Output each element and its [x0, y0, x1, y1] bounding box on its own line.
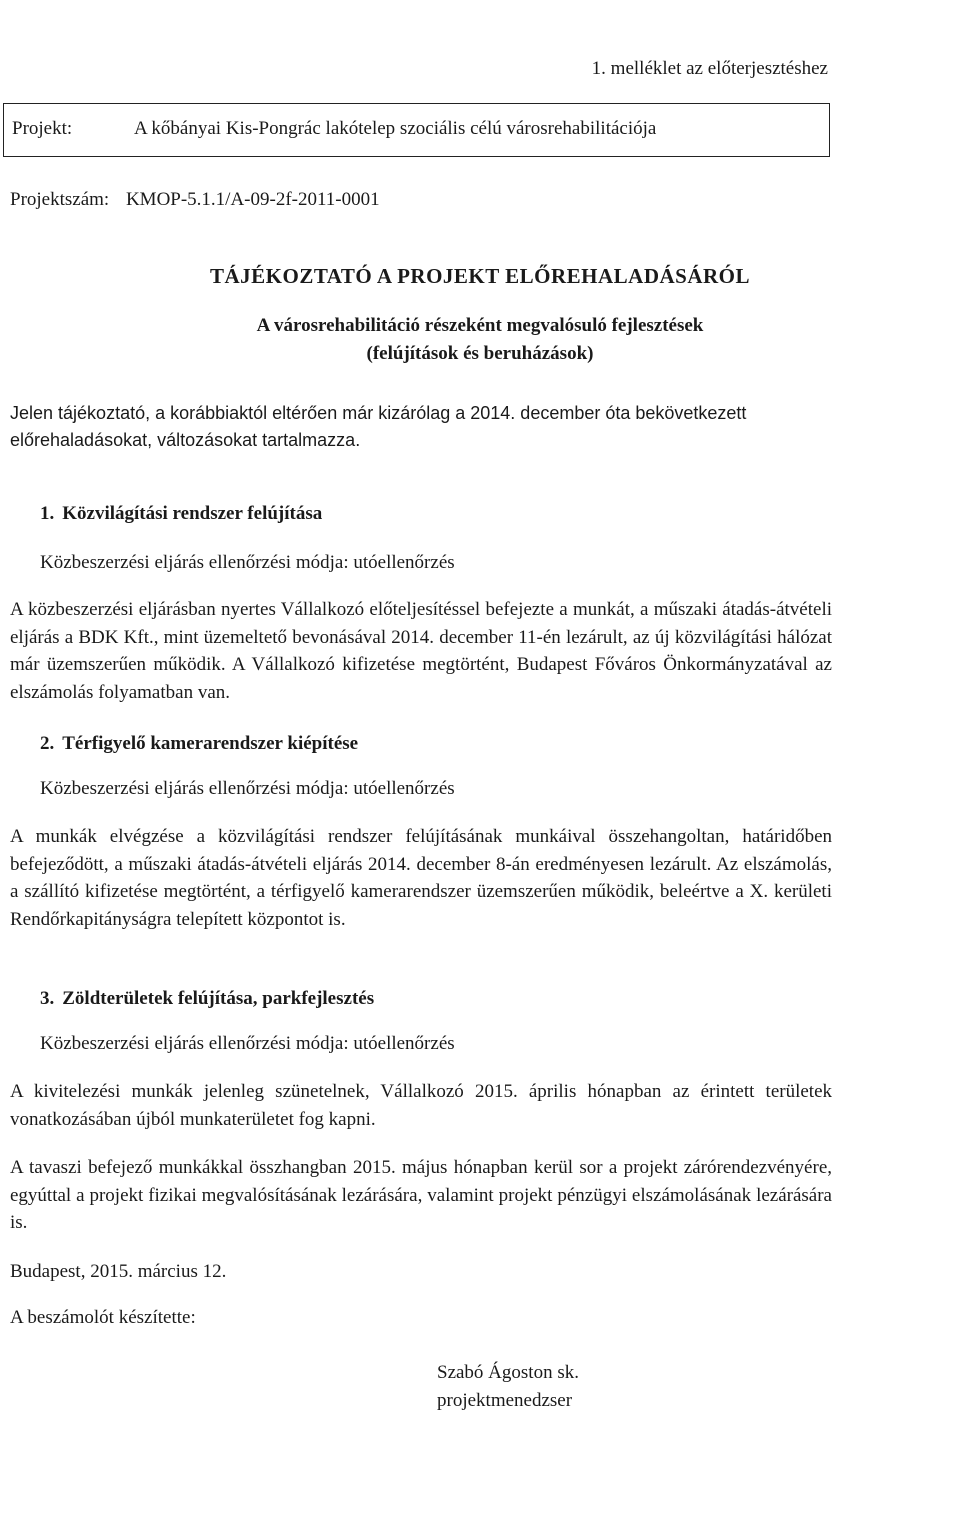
project-box: [3, 103, 830, 157]
intro-paragraph: Jelen tájékoztató, a korábbiaktól eltérően már kizárólag a 2014. december óta bekövetkezett előrehaladásokat, változásokat tartalmazza.: [10, 403, 747, 450]
project-number-line: [10, 189, 380, 211]
section-title: Zöldterületek felújítása, parkfejlesztés: [62, 988, 375, 1009]
section-2-procedure: Közbeszerzési eljárás ellenőrzési módja: utóellenőrzés: [40, 778, 455, 799]
section-number: 2.: [40, 733, 55, 754]
project-number-value: KMOP-5.1.1/A-09-2f-2011-0001: [125, 189, 380, 210]
section-3-paragraph-1: A kivitelezési munkák jelenleg szünetelnek, Vállalkozó 2015. április hónapban az érintett területek vonatkozásában újból munkaterületet fog kapni.: [10, 1081, 832, 1130]
section-1-paragraph: A közbeszerzési eljárásban nyertes Vállalkozó előteljesítéssel befejezte a munkát, a műszaki átadás-átvételi eljárás a BDK Kft., mint üzemeltető bevonásával 2014. december 11-én lezárult, az új közvilágítási hálózat már üzemszerűen működik. A Vállalkozó kifizetése megtörtént, Budapest Főváros Önkormányzatával az elszámolás folyamatban van.: [10, 599, 832, 703]
section-title: Térfigyelő kamerarendszer kiépítése: [62, 733, 359, 754]
annex-note: 1. melléklet az előterjesztéshez: [591, 58, 828, 79]
project-label: Projekt:: [12, 118, 73, 139]
section-3-heading: [40, 988, 374, 1010]
document-title: TÁJÉKOZTATÓ A PROJEKT ELŐREHALADÁSÁRÓL: [209, 264, 751, 288]
section-number: 1.: [40, 503, 55, 524]
section-number: 3.: [40, 988, 55, 1009]
prepared-by-label: A beszámolót készítette:: [10, 1307, 196, 1328]
place-date: Budapest, 2015. március 12.: [10, 1261, 227, 1282]
section-title: Közvilágítási rendszer felújítása: [62, 503, 323, 524]
document-subtitle-line2: (felújítások és beruházások): [366, 343, 594, 364]
document-subtitle-line1: A városrehabilitáció részeként megvalósuló fejlesztések: [256, 315, 704, 336]
section-1-procedure: Közbeszerzési eljárás ellenőrzési módja: utóellenőrzés: [40, 552, 455, 573]
project-title: A kőbányai Kis-Pongrác lakótelep szociális célú városrehabilitációja: [134, 118, 657, 139]
signatory-name: Szabó Ágoston sk.: [437, 1362, 579, 1383]
section-3-procedure: Közbeszerzési eljárás ellenőrzési módja: utóellenőrzés: [40, 1033, 455, 1054]
section-2-paragraph: A munkák elvégzése a közvilágítási rendszer felújításának munkáival összehangoltan, határidőben befejeződött, a műszaki átadás-átvételi eljárás 2014. december 8-án eredményesen lezárult. Az elszámolás, a szállító kifizetése megtörtént, a térfigyelő kamerarendszer üzemszerűen működik, beleértve a X. kerületi Rendőrkapitányságra telepített központot is.: [10, 826, 832, 930]
signatory-role: projektmenedzser: [437, 1390, 573, 1411]
section-2-heading: [40, 733, 358, 755]
project-number-label: Projektszám:: [10, 189, 110, 210]
section-1-heading: [40, 503, 322, 525]
section-3-paragraph-2: A tavaszi befejező munkákkal összhangban 2015. május hónapban kerül sor a projekt zárórendezvényére, egyúttal a projekt fizikai megvalósításának lezárására, valamint projekt pénzügyi elszámolásának lezárására is.: [10, 1157, 832, 1233]
